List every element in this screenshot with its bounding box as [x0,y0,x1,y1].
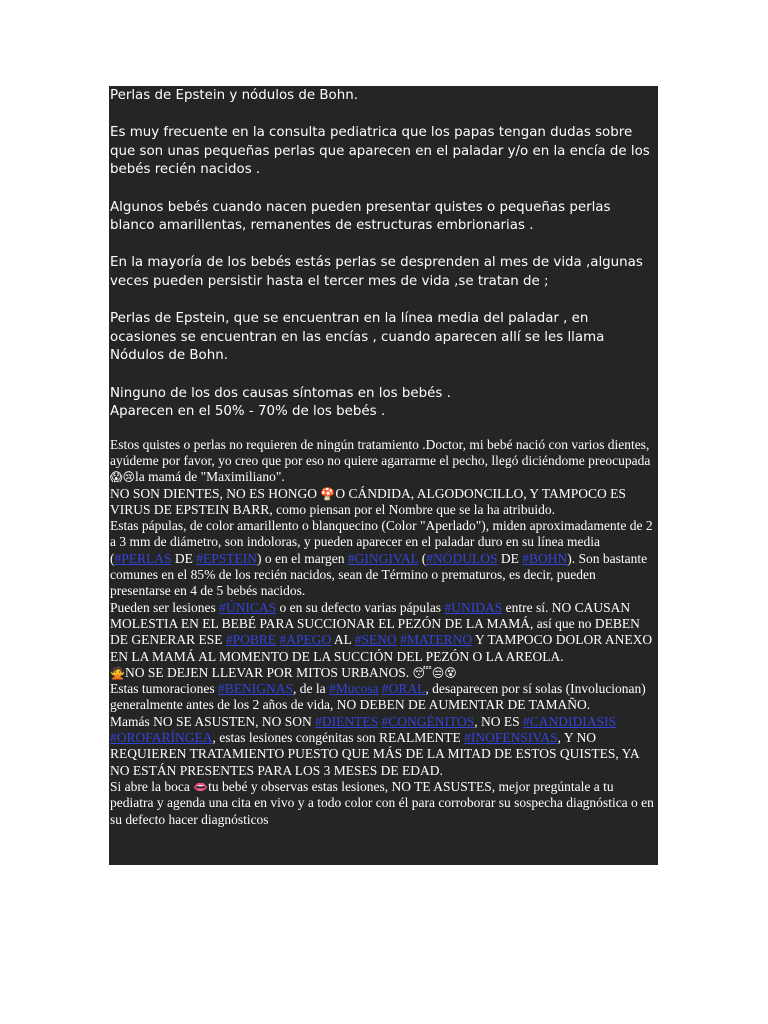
post-text: , de la [293,681,329,697]
hashtag-link[interactable]: #EPSTEIN [196,550,258,566]
paragraph-3: En la mayoría de los bebés estás perlas se desprenden al mes de vida ,algunas veces pueden persistir hasta el tercer mes de vida ,se tratan de ; [110,255,643,289]
hashtag-link[interactable]: #OROFARÍNGEA [110,730,213,746]
post-paragraph-4 [110,600,658,665]
post-text: , Y NO REQUIEREN TRATAMIENTO PUESTO QUE MÁS DE LA MITAD DE ESTOS QUISTES, YA NO ESTÁN PRESENTES PARA LOS 3 MESES DE EDAD. [110,730,639,778]
scared-crying-emoji-icon: 😱😢 [110,470,136,485]
post-text: DE [497,550,523,566]
post-text: Y TAMPOCO DOLOR ANEXO EN LA MAMÁ AL MOMENTO DE LA SUCCIÓN DEL PEZÓN O LA AREOLA. [110,632,653,664]
post-section [109,436,658,828]
mushroom-emoji-icon: 🍄 [320,486,336,501]
post-text: Estas tumoraciones [110,681,218,697]
document-title: Perlas de Epstein y nódulos de Bohn. [110,88,358,103]
hashtag-link[interactable]: #PERLAS [114,550,172,566]
post-paragraph-1 [110,437,658,486]
lips-emoji-icon: 👄 [193,779,209,794]
hashtag-link[interactable]: #UNIDAS [444,599,503,615]
post-paragraph-8 [110,779,658,828]
paragraph-1: Es muy frecuente en la consulta pediatrica que los papas tengan dudas sobre que son unas pequeñas perlas que aparecen en el paladar y/o en la encía de los bebés recién nacidos . [110,125,650,178]
post-text: NO SON DIENTES, NO ES HONGO [110,485,321,501]
hashtag-link[interactable]: #GINGIVAL [347,550,419,566]
post-text: Estas pápulas, de color amarillento o blanquecino (Color "Aperlado"), miden aproximadamente de 2 a 3 mm de diámetro, son indoloras, y pueden aparecer en el paladar duro en su línea media ( [110,518,653,566]
post-text: tu bebé y observas estas lesiones, NO TE ASUSTES, mejor pregúntale a tu pediatra y agenda una cita en vivo y a todo color con él para corroborar su sospecha diagnóstica o en su defecto hacer diagnósticos [110,778,654,827]
paragraph-5-line-2: Aparecen en el 50% - 70% de los bebés . [110,404,386,420]
hashtag-link[interactable]: #INOFENSIVAS [464,730,558,746]
sleepy-faces-emoji-icon: 😴😒😵 [412,665,457,680]
hashtag-link[interactable]: #DIENTES [315,713,379,729]
post-paragraph-7 [110,714,658,779]
post-text: Estos quistes o perlas no requieren de ningún tratamiento .Doctor, mi bebé nació con varios dientes, ayúdeme por favor, yo creo que por eso no quiere agarrarme el pecho, llegó diciéndome preocupada [110,436,651,468]
post-paragraph-2 [110,486,658,519]
post-text: ) o en el margen [257,550,348,566]
post-paragraph-5 [110,665,658,681]
hashtag-link[interactable]: #MATERNO [400,632,473,648]
paragraph-5-line-1: Ninguno de los dos causas síntomas en los bebés . [110,385,451,401]
hashtag-link[interactable]: #POBRE [225,632,277,648]
post-text: ). Son bastante comunes en el 85% de los recién nacidos, sean de Término o prematuros, es decir, pueden presentarse en 4 de 5 bebés nacidos. [110,550,648,599]
post-paragraph-6 [110,681,658,714]
hashtag-link[interactable]: #BOHN [522,550,568,566]
paragraph-5 [110,385,658,422]
hashtag-link[interactable]: #ÚNICAS [219,599,277,615]
hashtag-link[interactable]: #NÓDULOS [426,550,498,566]
post-text: , desaparecen por sí solas (Involucionan) generalmente antes de los 2 años de vida, NO DEBEN DE AUMENTAR DE TAMAÑO. [110,681,646,713]
post-text: Pueden ser lesiones [110,599,220,615]
paragraph-2: Algunos bebés cuando nacen pueden presentar quistes o pequeñas perlas blanco amarillentas, remanentes de estructuras embrionarias . [110,199,611,234]
hashtag-link[interactable]: #SENO [354,632,397,648]
post-text: , estas lesiones congénitas son REALMENTE [212,730,465,746]
hashtag-link[interactable]: #ORAL [381,681,426,697]
no-gesture-emoji-icon: 🙅 [110,665,125,680]
document-panel [109,86,658,865]
hashtag-link[interactable]: #CANDIDIASIS [523,713,617,729]
post-text: , NO ES [474,713,524,729]
post-text: NO SE DEJEN LLEVAR POR MITOS URBANOS. [124,664,413,680]
hashtag-link[interactable]: #APEGO [279,632,332,648]
hashtag-link[interactable]: #BENIGNAS [217,681,293,697]
post-text: AL [331,632,355,648]
hashtag-link[interactable]: #CONGÉNITOS [381,713,475,729]
paragraph-4: Perlas de Epstein, que se encuentran en la línea media del paladar , en ocasiones se encuentran en las encías , cuando aparecen allí se les llama Nódulos de Bohn. [110,311,605,364]
post-text: ( [418,550,427,566]
post-text: DE [171,550,197,566]
post-text: O CÁNDIDA, ALGODONCILLO, Y TAMPOCO ES VIRUS DE EPSTEIN BARR, como piensan por el Nombre que se la ha atribuido. [110,485,626,517]
hashtag-link[interactable]: #Mucosa [329,681,379,697]
post-text: Si abre la boca [110,778,194,794]
post-text: la mamá de "Maximiliano". [135,469,285,485]
post-paragraph-3 [110,518,658,599]
post-text: o en su defecto varias pápulas [276,599,445,615]
post-text: entre sí. NO CAUSAN MOLESTIA EN EL BEBÉ PARA SUCCIONAR EL PEZÓN DE LA MAMÁ, así que no DEBEN DE GENERAR ESE [110,599,640,648]
intro-section [109,86,658,422]
post-text: Mamás NO SE ASUSTEN, NO SON [110,713,316,729]
